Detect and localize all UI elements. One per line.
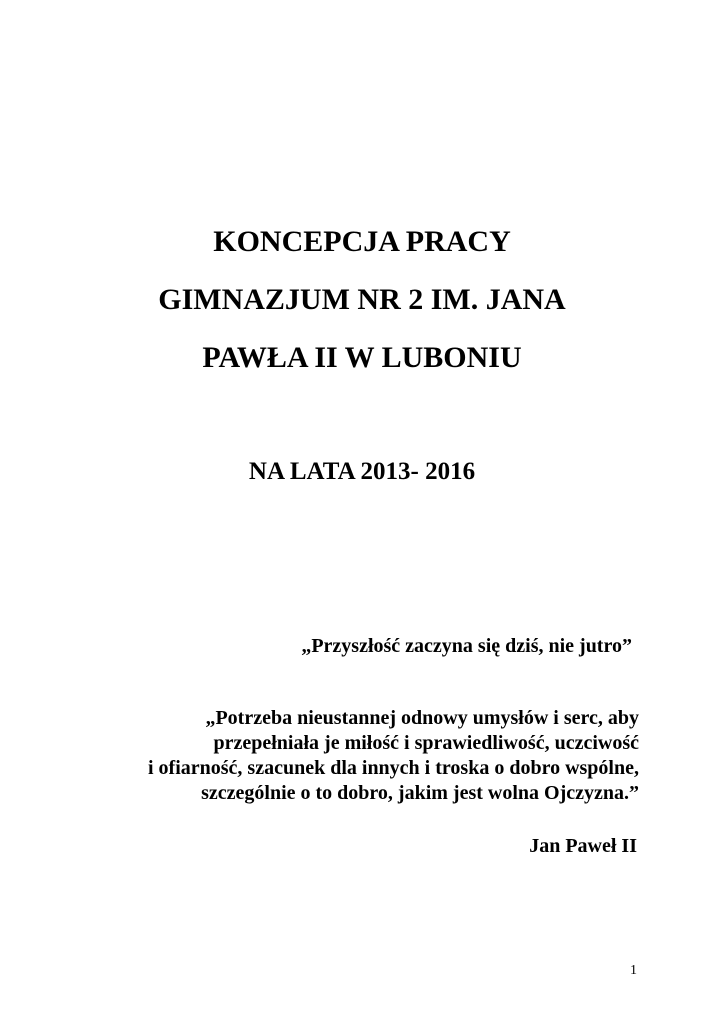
quote-line: szczególnie o to dobro, jakim jest wolna Ojczyzna.” [201, 782, 639, 804]
quote-author: Jan Paweł II [529, 835, 637, 857]
page-number: 1 [630, 963, 637, 978]
title-line: PAWŁA II W LUBONIU [202, 341, 522, 374]
quote [148, 706, 639, 806]
quote-line: i ofiarność, szacunek dla innych i troska o dobro wspólne, [147, 757, 639, 779]
document-years: NA LATA 2013- 2016 [248, 458, 476, 485]
document-title [0, 222, 724, 396]
quote-line: przepełniała je miłość i sprawiedliwość, uczciwość [213, 732, 639, 754]
title-line: GIMNAZJUM NR 2 IM. JANA [158, 283, 566, 316]
quote-line: „Potrzeba nieustannej odnowy umysłów i serc, aby [205, 707, 639, 729]
motto: „Przyszłość zaczyna się dziś, nie jutro” [301, 635, 632, 657]
title-line: KONCEPCJA PRACY [213, 225, 511, 258]
